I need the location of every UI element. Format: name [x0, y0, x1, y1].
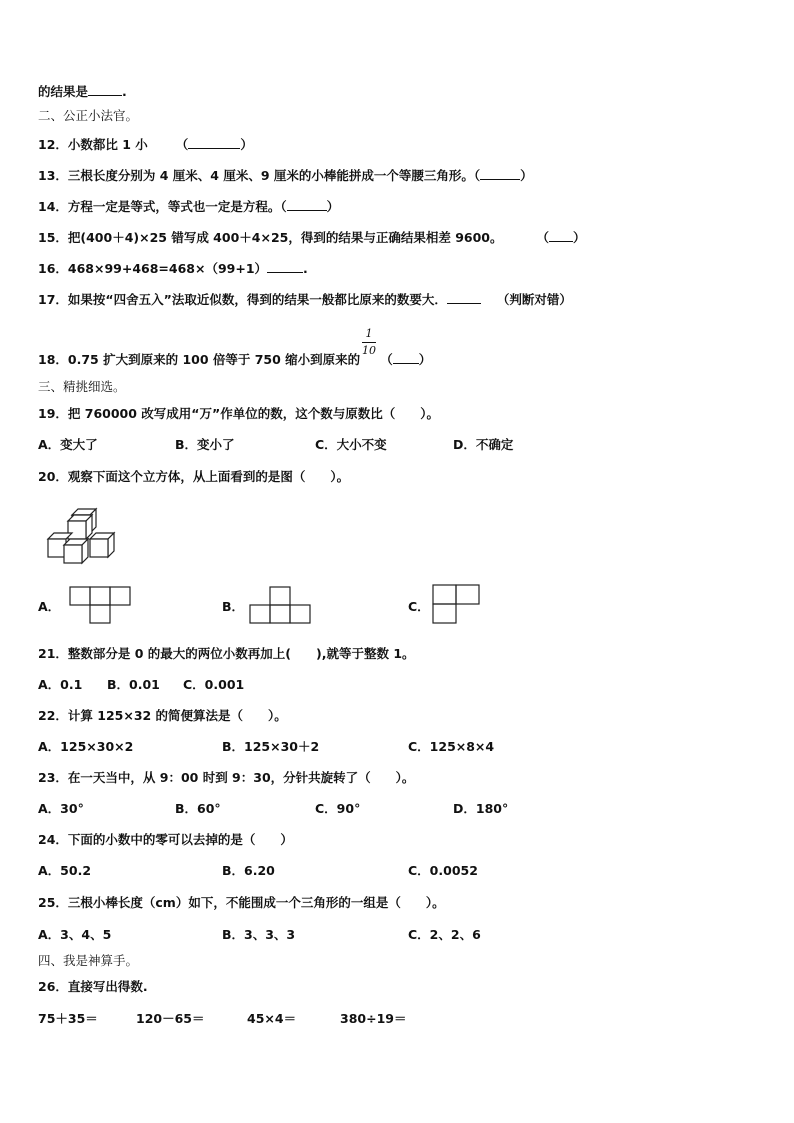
q18-text: 18．0.75 扩大到原来的 100 倍等于 750 缩小到原来的 — [38, 352, 361, 367]
question-12 — [38, 136, 253, 153]
q26-item-4: 380÷19＝ — [340, 1011, 407, 1026]
q15-text: 15．把(400＋4)×25 错写成 400＋4×25，得到的结果与正确结果相差 9600。 — [38, 230, 503, 245]
q14-close: ） — [326, 199, 340, 214]
answer-blank[interactable] — [287, 198, 327, 211]
q26-item-2: 120－65＝ — [136, 1011, 205, 1026]
q25-option-b[interactable]: B．3、3、3 — [222, 927, 296, 942]
q17-text: 17．如果按“四舍五入”法取近似数，得到的结果一般都比原来的数要大． — [38, 292, 447, 307]
q19-option-b[interactable]: B．变小了 — [175, 437, 235, 452]
q24-option-b[interactable]: B．6.20 — [222, 863, 275, 878]
q20-option-a-figure[interactable] — [69, 586, 131, 626]
q20-option-b-figure[interactable] — [249, 586, 311, 626]
fraction-denominator: 10 — [362, 344, 376, 357]
answer-blank[interactable] — [480, 167, 520, 180]
answer-blank[interactable] — [267, 260, 303, 273]
question-22: 22．计算 125×32 的简便算法是（ ）。 — [38, 708, 287, 723]
question-26: 26．直接写出得数. — [38, 979, 148, 994]
q20-option-c-figure[interactable] — [432, 584, 482, 626]
question-23: 23．在一天当中，从 9：00 时到 9：30，分针共旋转了（ ）。 — [38, 770, 415, 785]
q19-option-c[interactable]: C．大小不变 — [315, 437, 387, 452]
q21-option-c[interactable]: C．0.001 — [183, 677, 245, 692]
q23-option-c[interactable]: C．90° — [315, 801, 361, 816]
q26-item-1: 75＋35＝ — [38, 1011, 98, 1026]
question-13 — [38, 167, 533, 184]
q19-option-a[interactable]: A．变大了 — [38, 437, 98, 452]
answer-blank[interactable] — [88, 83, 122, 96]
q21-option-a[interactable]: A．0.1 — [38, 677, 83, 692]
question-25: 25．三根小棒长度（cm）如下，不能围成一个三角形的一组是（ ）。 — [38, 895, 445, 910]
q12-paren-close: ） — [240, 137, 253, 152]
q17-tail: （判断对错） — [496, 292, 572, 307]
question-14 — [38, 198, 339, 215]
q22-option-a[interactable]: A．125×30×2 — [38, 739, 134, 754]
q16-end: . — [303, 261, 308, 276]
section-2-title: 二、公正小法官。 — [38, 108, 139, 123]
q12-paren-open: （ — [175, 137, 189, 152]
q11-end: . — [122, 84, 127, 99]
q23-option-d[interactable]: D．180° — [453, 801, 509, 816]
q25-option-c[interactable]: C．2、2、6 — [408, 927, 481, 942]
q25-option-a[interactable]: A．3、4、5 — [38, 927, 112, 942]
q11-tail — [38, 83, 127, 100]
section-3-title: 三、精挑细选。 — [38, 379, 126, 394]
question-18 — [38, 351, 431, 368]
q12-text: 12．小数都比 1 小 — [38, 137, 148, 152]
q22-option-c[interactable]: C．125×8×4 — [408, 739, 495, 754]
q11-text: 的结果是 — [38, 84, 89, 99]
q14-text: 14．方程一定是等式，等式也一定是方程。（ — [38, 199, 287, 214]
q23-option-a[interactable]: A．30° — [38, 801, 84, 816]
q18-paren-open: （ — [380, 352, 393, 367]
q22-option-b[interactable]: B．125×30＋2 — [222, 739, 320, 754]
q21-option-b[interactable]: B．0.01 — [107, 677, 160, 692]
answer-blank[interactable] — [447, 291, 481, 304]
q26-item-3: 45×4＝ — [247, 1011, 297, 1026]
q24-option-a[interactable]: A．50.2 — [38, 863, 92, 878]
q16-text: 16．468×99+468=468×（99+1） — [38, 261, 268, 276]
question-24: 24．下面的小数中的零可以去掉的是（ ） — [38, 832, 293, 847]
q19-option-d[interactable]: D．不确定 — [453, 437, 514, 452]
question-19: 19．把 760000 改写成用“万”作单位的数，这个数与原数比（ ）。 — [38, 406, 439, 421]
q18-paren-close: ） — [418, 352, 432, 367]
question-16 — [38, 260, 308, 277]
question-15 — [38, 229, 586, 246]
q20-option-b[interactable]: B． — [222, 599, 245, 614]
q13-close: ） — [520, 168, 533, 183]
section-4-title: 四、我是神算手。 — [38, 953, 139, 968]
q13-text: 13．三根长度分别为 4 厘米、4 厘米、9 厘米的小棒能拼成一个等腰三角形。（ — [38, 168, 481, 183]
q20-option-c[interactable]: C． — [408, 599, 430, 614]
question-20: 20．观察下面这个立方体，从上面看到的是图（ ）。 — [38, 469, 350, 484]
question-17 — [38, 291, 572, 308]
question-21: 21．整数部分是 0 的最大的两位小数再加上( ),就等于整数 1。 — [38, 646, 415, 661]
answer-blank[interactable] — [188, 136, 240, 149]
fraction-bar — [362, 342, 376, 343]
answer-blank[interactable] — [393, 351, 419, 364]
q24-option-c[interactable]: C．0.0052 — [408, 863, 478, 878]
fraction-numerator: 1 — [365, 327, 373, 340]
answer-blank[interactable] — [549, 229, 573, 242]
q15-paren-close: ） — [573, 230, 586, 245]
cube-stack-figure — [44, 507, 124, 567]
q15-paren-open: （ — [536, 230, 550, 245]
q20-option-a[interactable]: A． — [38, 599, 61, 614]
q23-option-b[interactable]: B．60° — [175, 801, 221, 816]
